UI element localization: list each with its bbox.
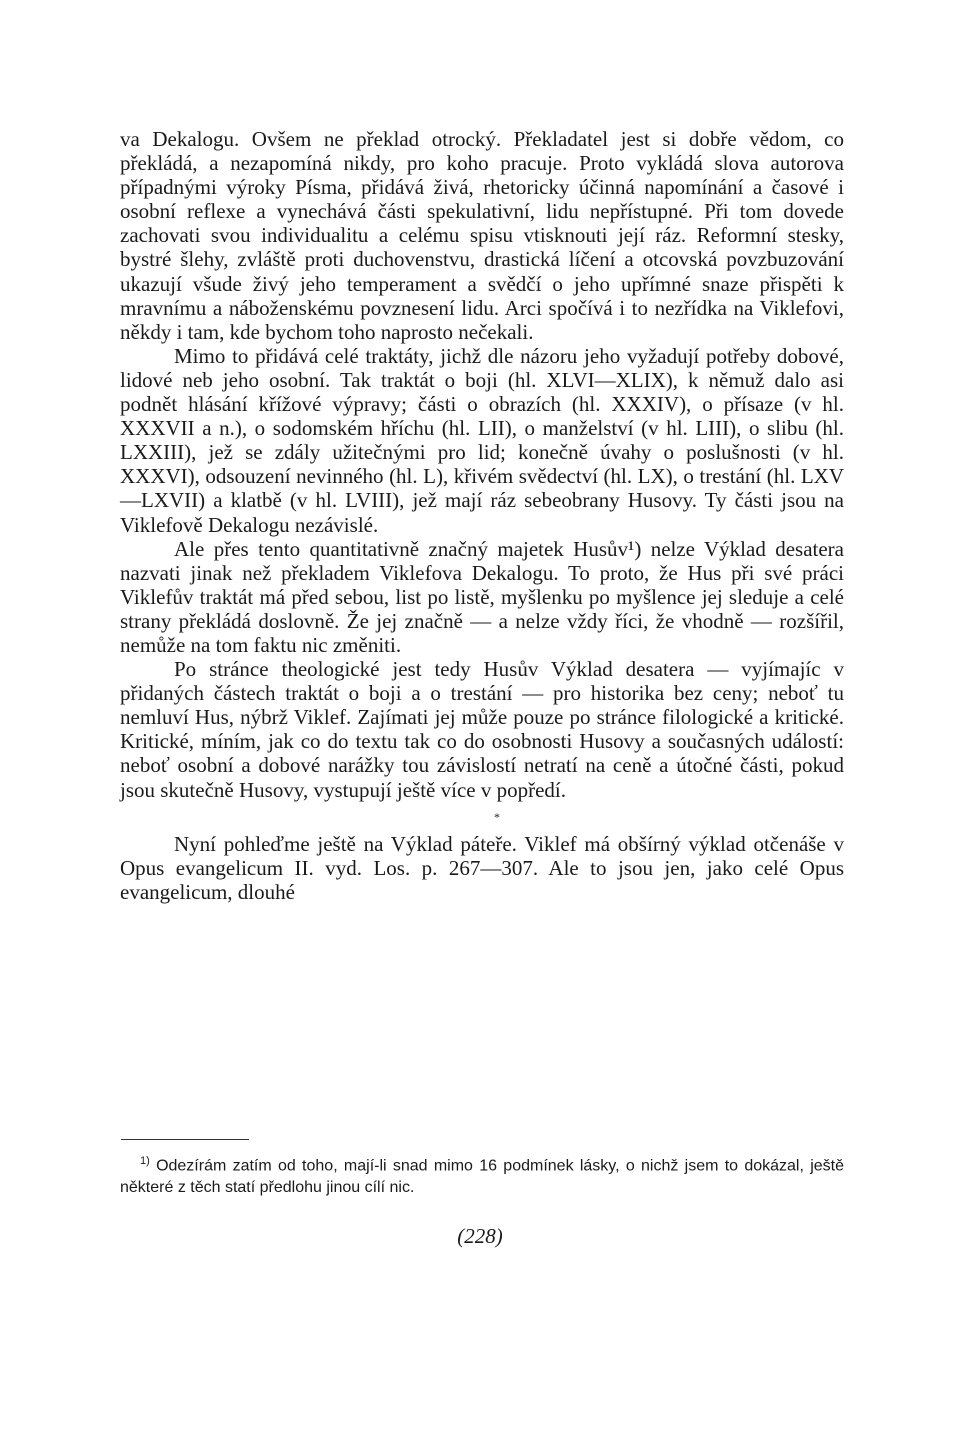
paragraph-3: Ale přes tento quantitativně značný majetek Husův¹) nelze Výklad desatera nazvati jinak než překladem Viklefova Dekalogu. To proto, že Hus při své práci Viklefův traktát má před sebou, list po listě, myšlenku po myšlence jej sleduje a celé strany překládá doslovně. Že jej značně — a nelze vždy říci, že vhodně — rozšířil, nemůže na tom faktu nic změniti. bbox=[120, 536, 844, 657]
footnote-divider bbox=[121, 1139, 249, 1140]
paragraph-5: Nyní pohleďme ještě na Výklad páteře. Viklef má obšírný výklad otčenáše v Opus evangelicum II. vyd. Los. p. 267—307. Ale to jsou jen, jako celé Opus evangelicum, dlouhé bbox=[120, 831, 844, 904]
footnote bbox=[120, 1150, 844, 1199]
main-text bbox=[120, 127, 844, 904]
page-number: (228) bbox=[457, 1224, 503, 1248]
section-separator: * bbox=[494, 809, 500, 824]
paragraph-2: Mimo to přidává celé traktáty, jichž dle názoru jeho vyžadují potřeby dobové, lidové neb jeho osobní. Tak traktát o boji (hl. XLVI—XLIX), k němuž dalo asi podnět hlásání křížové výpravy; části o obrazích (hl. XXXIV), o přísaze (v hl. XXXVII a n.), o sodomském hříchu (hl. LII), o manželství (v hl. LIII), o slibu (hl. LXXIII), jež se zdály užitečnými pro lid; konečně úvahy o poslušnosti (v hl. XXXVI), odsouzení nevinného (hl. L), křivém svědectví (hl. LX), o trestání (hl. LXV—LXVII) a klatbě (v hl. LVIII), jež mají ráz sebeobrany Husovy. Ty části jsou na Viklefově Dekalogu nezávislé. bbox=[120, 343, 844, 537]
footnote-marker: 1) bbox=[140, 1155, 150, 1167]
paragraph-4: Po stránce theologické jest tedy Husův Výklad desatera — vyjímajíc v přidaných částech traktát o boji a o trestání — pro historika bez ceny; neboť tu nemluví Hus, nýbrž Viklef. Zajímati jej může pouze po stránce filologické a kritické. Kritické, míním, jak co do textu tak co do osobnosti Husovy a současných událostí: neboť osobní a dobové narážky tou závislostí netratí na ceně a útočné části, pokud jsou skutečně Husovy, vystupují ještě více v popředí. bbox=[120, 657, 844, 802]
footnote-text: Odezírám zatím od toho, mají-li snad mimo 16 podmínek lásky, o nichž jsem to dokázal, ještě některé z těch statí předlohu jinou cílí nic. bbox=[120, 1157, 844, 1197]
paragraph-1: va Dekalogu. Ovšem ne překlad otrocký. Překladatel jest si dobře vědom, co překládá, a nezapomíná nikdy, pro koho pracuje. Proto vykládá slova autorova případnými výroky Písma, přidává živá, rhetoricky účinná napomínání a časové i osobní reflexe a vynechává části spekulativní, lidu nepřístupné. Při tom dovede zachovati svou individualitu a celému spisu vtisknouti její ráz. Reformní stesky, bystré šlehy, zvláště proti duchovenstvu, drastická líčení a otcovská povzbuzování ukazují všude živý jeho temperament a svědčí o jeho upřímné snaze přispěti k mravnímu a náboženskému povznesení lidu. Arci spočívá i to nezřídka na Viklefovi, někdy i tam, kde bychom toho naprosto nečekali. bbox=[120, 127, 844, 344]
